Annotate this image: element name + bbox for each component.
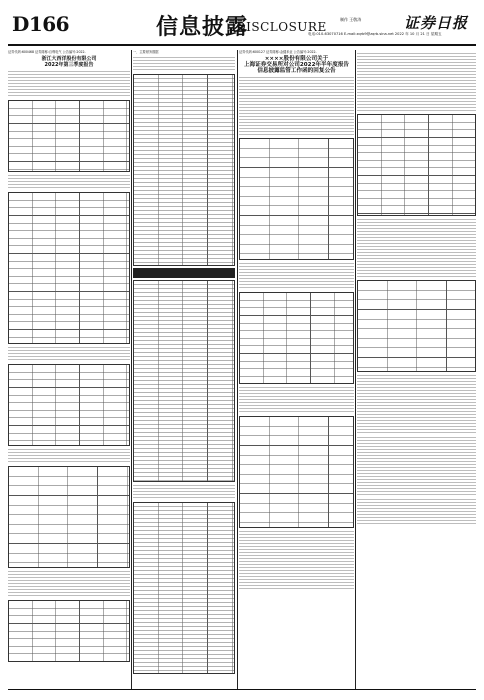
announcement-header: 证券代码:600468 证券简称:百利电气 公告编号:2022- (8, 50, 86, 54)
shareholder-table (8, 466, 130, 568)
body-text-block (357, 218, 476, 278)
title-line: ××××股份有限公司关于 (264, 56, 329, 62)
title-line: 浙江大西洋股份有限公司 (41, 56, 97, 62)
data-table (357, 280, 476, 372)
column-2 (133, 50, 235, 690)
balance-sheet-table (133, 74, 235, 266)
masthead (8, 10, 476, 46)
newspaper-logo: 证券日报 (404, 14, 469, 32)
income-statement-table (133, 280, 235, 482)
section-title-cn: 信息披露 (156, 14, 249, 40)
column-3 (239, 50, 354, 690)
section-title-en: DISCLOSURE (236, 20, 327, 34)
column-4 (357, 50, 476, 690)
title-line: 2022年第三季度报告 (44, 62, 94, 68)
body-text-block (357, 498, 476, 526)
announcement-title (8, 56, 130, 68)
body-text-block (357, 374, 476, 434)
body-text-block (133, 484, 235, 500)
reply-table (239, 138, 354, 260)
column-rule (131, 50, 132, 690)
body-text-block (8, 570, 130, 598)
newspaper-page (8, 10, 476, 690)
body-text-block (8, 448, 130, 464)
contact-date-line: 电话:010-63070716 E-mail:zqrb9@zqrb.sina.net 2022 年 10 月 21 日 星期五 (308, 32, 442, 36)
financial-table (8, 600, 130, 662)
title-line: 信息披露监管工作函的回复公告 (257, 68, 336, 74)
table-header-bar (133, 268, 235, 278)
body-text-block (8, 174, 130, 190)
body-text-block (8, 70, 130, 98)
body-text-block (239, 262, 354, 290)
data-table (357, 114, 476, 216)
cashflow-table (133, 502, 235, 674)
body-text-block (357, 52, 476, 112)
body-text-block (239, 530, 354, 590)
column-rule (237, 50, 238, 690)
financial-table (8, 364, 130, 446)
editor-credit: 制作 王敬涛 (340, 17, 362, 22)
title-line: 上海证券交易所对公司2022年半年度报告 (243, 62, 350, 68)
reply-table (239, 416, 354, 528)
bottom-rule (8, 689, 476, 690)
page-number: D166 (12, 12, 70, 36)
body-text-block (133, 56, 235, 72)
column-rule (355, 50, 356, 690)
column-1 (8, 50, 130, 690)
announcement-title (239, 56, 354, 74)
financial-table (8, 100, 130, 172)
reply-table (239, 292, 354, 384)
body-text-block (357, 436, 476, 496)
body-text-block (239, 76, 354, 136)
announcement-header: 证券代码:600127 证券简称:金健米业 公告编号:2022- (239, 50, 317, 54)
body-text-block (239, 386, 354, 414)
financial-table (8, 192, 130, 344)
body-text-block (8, 346, 130, 362)
section-header: 一、主要财务数据 (133, 50, 159, 54)
